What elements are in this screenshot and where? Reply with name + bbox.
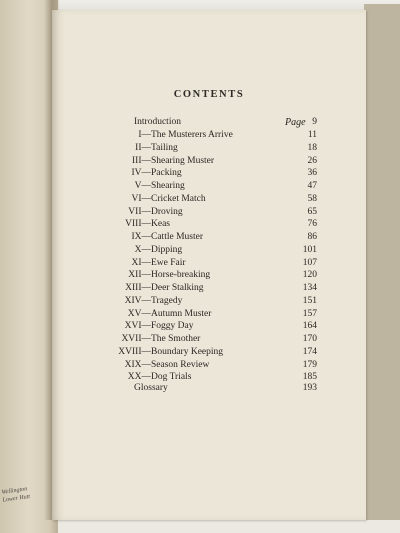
toc-page-number: 174 bbox=[302, 346, 317, 357]
toc-page-number: 107 bbox=[302, 257, 317, 268]
toc-glossary bbox=[0, 382, 400, 395]
chapter-title: Keas bbox=[151, 219, 170, 230]
toc-page-number: 120 bbox=[302, 270, 317, 281]
toc-page-number: 86 bbox=[307, 232, 317, 242]
chapter-numeral: III— bbox=[132, 155, 151, 166]
chapter-title: Shearing bbox=[151, 181, 185, 191]
toc-title: Introduction bbox=[134, 117, 181, 127]
toc-entry bbox=[0, 257, 400, 270]
chapter-title: Autumn Muster bbox=[151, 308, 212, 319]
chapter-numeral: XII— bbox=[128, 270, 151, 281]
toc-entry bbox=[0, 142, 400, 155]
chapter-title: Droving bbox=[151, 206, 183, 217]
toc-page-number: 101 bbox=[302, 244, 317, 255]
toc-entry bbox=[0, 346, 400, 359]
toc-page-number: 36 bbox=[307, 168, 317, 179]
toc-entry bbox=[0, 180, 400, 193]
toc-entry bbox=[0, 167, 400, 180]
chapter-title: Ewe Fair bbox=[151, 257, 186, 268]
toc-entry bbox=[0, 295, 400, 308]
toc-entry bbox=[0, 269, 400, 282]
chapter-numeral: XIX— bbox=[124, 359, 151, 370]
toc-page-number: 151 bbox=[302, 295, 317, 306]
chapter-numeral: IV— bbox=[131, 168, 151, 179]
toc-page-number: 164 bbox=[302, 321, 317, 332]
toc-page-number: 18 bbox=[307, 142, 317, 153]
toc-page-number: 58 bbox=[307, 193, 317, 204]
toc-page-number: 157 bbox=[302, 308, 317, 319]
chapter-title: Shearing Muster bbox=[151, 155, 215, 166]
toc-entry bbox=[0, 193, 400, 206]
toc-page-number: 170 bbox=[302, 334, 317, 344]
chapter-numeral: XVIII— bbox=[118, 346, 151, 357]
toc-entry bbox=[0, 155, 400, 168]
toc-entry bbox=[0, 308, 400, 321]
chapter-numeral: X— bbox=[134, 244, 151, 255]
toc-entry bbox=[0, 129, 400, 142]
toc-page-number: 76 bbox=[307, 219, 317, 230]
toc-page-number: 26 bbox=[307, 155, 317, 166]
chapter-title: Dog Trials bbox=[151, 372, 192, 383]
toc-entry bbox=[0, 359, 400, 372]
chapter-numeral: VI— bbox=[131, 193, 151, 204]
toc-intro bbox=[0, 116, 400, 129]
chapter-numeral: II— bbox=[135, 142, 151, 153]
chapter-numeral: XVII— bbox=[121, 334, 151, 344]
chapter-numeral: I— bbox=[138, 130, 151, 140]
chapter-numeral: XIII— bbox=[125, 283, 151, 293]
toc-entry bbox=[0, 320, 400, 333]
toc-page-number: 185 bbox=[302, 372, 317, 383]
chapter-numeral: IX— bbox=[131, 232, 151, 242]
chapter-title: Tragedy bbox=[151, 295, 183, 306]
chapter-title: Dipping bbox=[151, 244, 183, 255]
toc-entry bbox=[0, 231, 400, 244]
chapter-numeral: XX— bbox=[127, 372, 151, 383]
chapter-numeral: V— bbox=[134, 181, 151, 191]
toc-page-number: 179 bbox=[302, 359, 317, 370]
chapter-title: Boundary Keeping bbox=[151, 346, 224, 357]
chapter-numeral: VII— bbox=[128, 206, 151, 217]
toc-entry bbox=[0, 206, 400, 219]
toc-page-number: 65 bbox=[307, 206, 317, 217]
toc-page-number: 193 bbox=[302, 383, 317, 393]
chapter-numeral: XIV— bbox=[124, 295, 151, 306]
toc-entry bbox=[0, 282, 400, 295]
contents-heading: CONTENTS bbox=[173, 89, 245, 100]
chapter-title: The Musterers Arrive bbox=[151, 130, 233, 140]
chapter-title: Packing bbox=[151, 168, 182, 179]
toc-title: Glossary bbox=[134, 383, 168, 393]
chapter-numeral: XI— bbox=[131, 257, 151, 268]
toc-entry bbox=[0, 218, 400, 231]
chapter-title: Season Review bbox=[151, 359, 210, 370]
page-label: Page bbox=[285, 117, 306, 128]
toc-page-number: 134 bbox=[302, 283, 317, 293]
toc-page-number: 9 bbox=[312, 117, 317, 127]
stamp-line: Wellington bbox=[1, 486, 28, 496]
toc-page-number: 47 bbox=[307, 181, 317, 191]
chapter-numeral: XVI— bbox=[124, 321, 151, 332]
toc-entry bbox=[0, 333, 400, 346]
chapter-title: Tailing bbox=[151, 142, 178, 153]
toc-entry bbox=[0, 244, 400, 257]
chapter-numeral: VIII— bbox=[125, 219, 151, 230]
chapter-title: The Smother bbox=[151, 334, 201, 344]
chapter-title: Foggy Day bbox=[151, 321, 194, 332]
chapter-title: Cricket Match bbox=[151, 193, 206, 204]
chapter-title: Deer Stalking bbox=[151, 283, 204, 293]
chapter-title: Cattle Muster bbox=[151, 232, 203, 242]
chapter-title: Horse-breaking bbox=[151, 270, 211, 281]
toc-page-number: 11 bbox=[307, 130, 317, 140]
stamp-line: Lower Hutt bbox=[2, 493, 31, 504]
chapter-numeral: XV— bbox=[127, 308, 151, 319]
